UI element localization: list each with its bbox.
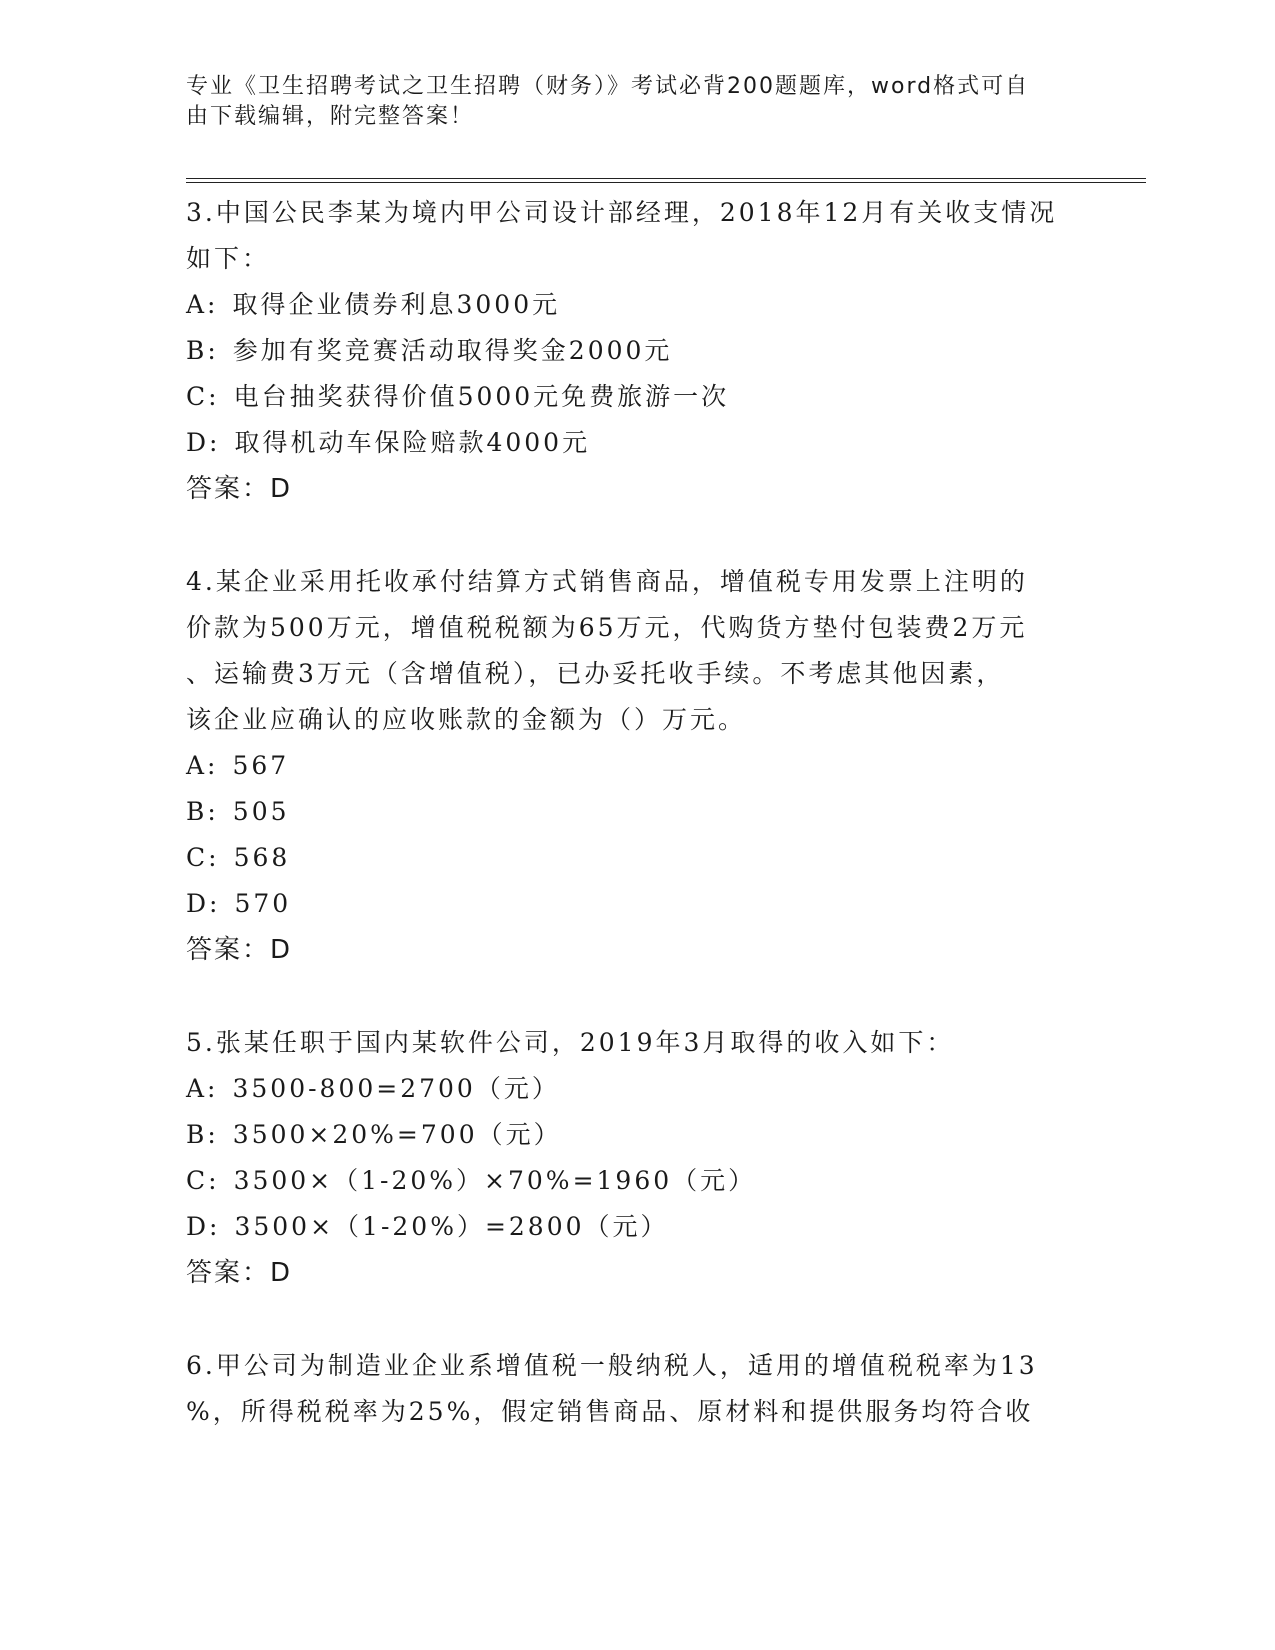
question-6 [186,1343,1086,1435]
option-label: B: [186,1120,219,1149]
question-stem: 4.某企业采用托收承付结算方式销售商品，增值税专用发票上注明的 [186,567,1028,596]
option-label: A: [186,1074,219,1103]
option-d [186,881,1086,927]
question-stem: %，所得税税率为25%，假定销售商品、原材料和提供服务均符合收 [186,1397,1034,1426]
option-label: C: [186,1166,220,1195]
answer-label: 答案：D [186,935,293,965]
option-label: D: [186,1212,221,1241]
answer-label: 答案：D [186,474,293,504]
option-label: D: [186,889,221,918]
option-b [186,328,1086,374]
option-a [186,1066,1086,1112]
option-label: B: [186,336,219,365]
question-5 [186,1020,1086,1296]
question-4 [186,559,1086,973]
option-text: 3500×（1-20%）=2800（元） [234,1212,669,1241]
option-text: 3500×20%=700（元） [232,1120,562,1149]
option-text: 567 [232,751,290,780]
option-label: A: [186,290,219,319]
question-stem: 价款为500万元，增值税税额为65万元，代购货方垫付包装费2万元 [186,613,1028,642]
option-c [186,835,1086,881]
option-a [186,743,1086,789]
option-c [186,1158,1086,1204]
option-a [186,282,1086,328]
question-stem: 、运输费3万元（含增值税），已办妥托收手续。不考虑其他因素， [186,659,1005,688]
question-stem: 如下： [186,244,271,273]
option-d [186,1204,1086,1250]
header-divider [186,178,1146,179]
option-text: 3500-800=2700（元） [232,1074,560,1103]
option-label: B: [186,797,219,826]
header-line: 由下载编辑，附完整答案！ [186,104,475,129]
option-label: D: [186,428,221,457]
option-text: 3500×（1-20%）×70%=1960（元） [233,1166,757,1195]
question-stem: 3.中国公民李某为境内甲公司设计部经理，2018年12月有关收支情况 [186,198,1058,227]
option-c [186,374,1086,420]
option-text: 电台抽奖获得价值5000元免费旅游一次 [233,382,730,411]
document-header [186,72,1086,132]
header-divider [186,182,1146,183]
option-label: A: [186,751,219,780]
option-text: 505 [232,797,290,826]
question-3 [186,190,1086,512]
option-text: 568 [233,843,291,872]
option-text: 参加有奖竞赛活动取得奖金2000元 [232,336,673,365]
option-b [186,789,1086,835]
option-b [186,1112,1086,1158]
header-line: 专业《卫生招聘考试之卫生招聘（财务）》考试必背200题题库，word格式可自 [186,74,1030,99]
option-text: 取得企业债券利息3000元 [232,290,561,319]
question-stem: 6.甲公司为制造业企业系增值税一般纳税人，适用的增值税税率为13 [186,1351,1038,1380]
question-list [186,190,1086,1482]
option-label: C: [186,382,220,411]
option-label: C: [186,843,220,872]
question-stem: 5.张某任职于国内某软件公司，2019年3月取得的收入如下： [186,1028,955,1057]
option-text: 取得机动车保险赔款4000元 [234,428,591,457]
question-stem: 该企业应确认的应收账款的金额为（）万元。 [186,705,747,734]
answer-label: 答案：D [186,1258,293,1288]
option-d [186,420,1086,466]
option-text: 570 [234,889,292,918]
